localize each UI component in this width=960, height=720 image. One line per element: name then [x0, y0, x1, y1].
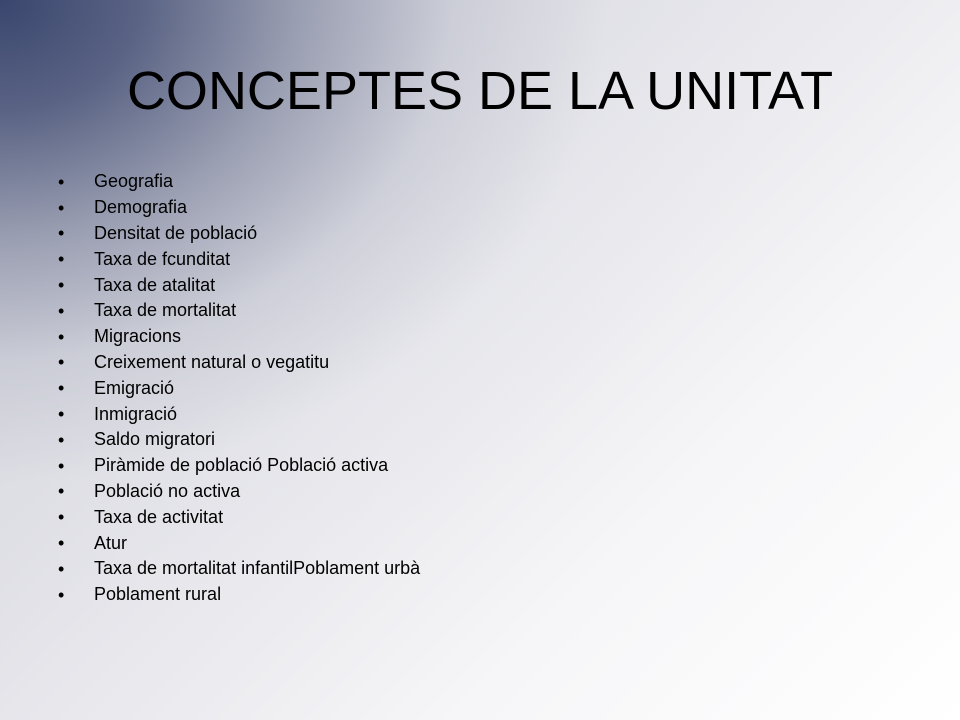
list-item: [58, 582, 420, 608]
list-item-label: Migracions: [94, 326, 182, 347]
bullet-icon: •: [58, 326, 65, 347]
list-item-label: Inmigració: [94, 403, 178, 424]
bullet-icon: •: [58, 584, 65, 605]
list-item-label: Piràmide de població Població activa: [94, 455, 389, 476]
list-item-label: Taxa de mortalitat infantilPoblament urbà: [94, 558, 421, 579]
bullet-icon: •: [58, 171, 65, 192]
bullet-icon: •: [58, 249, 65, 270]
bullet-icon: •: [58, 481, 65, 502]
list-item: [58, 504, 420, 530]
list-item-label: Taxa de mortalitat: [94, 300, 237, 321]
bullet-icon: •: [58, 275, 65, 296]
list-item-label: Taxa de atalitat: [94, 274, 216, 295]
list-item: [58, 479, 420, 505]
list-item: [58, 530, 420, 556]
bullet-icon: •: [58, 507, 65, 528]
list-item: [58, 169, 420, 195]
bullet-icon: •: [58, 558, 65, 579]
bullet-icon: •: [58, 533, 65, 554]
bullet-icon: •: [58, 378, 65, 399]
list-item: [58, 324, 420, 350]
list-item-label: Creixement natural o vegatitu: [94, 351, 330, 372]
bullet-icon: •: [58, 455, 65, 476]
bullet-icon: •: [58, 404, 65, 425]
list-item: [58, 427, 420, 453]
concept-list: [58, 169, 420, 608]
list-item-label: Taxa de activitat: [94, 506, 224, 527]
list-item: [58, 453, 420, 479]
list-item: [58, 401, 420, 427]
list-item: [58, 298, 420, 324]
list-item-label: Atur: [94, 532, 128, 553]
list-item: [58, 350, 420, 376]
list-item-label: Poblament rural: [94, 584, 222, 605]
slide-title: CONCEPTES DE LA UNITAT: [126, 61, 834, 121]
list-item-label: Densitat de població: [94, 222, 258, 243]
list-item: [58, 375, 420, 401]
list-item: [58, 195, 420, 221]
bullet-icon: •: [58, 223, 65, 244]
list-item: [58, 246, 420, 272]
list-item-label: Geografia: [94, 171, 174, 192]
list-item-label: Població no activa: [94, 480, 241, 501]
bullet-icon: •: [58, 300, 65, 321]
bullet-icon: •: [58, 352, 65, 373]
bullet-icon: •: [58, 197, 65, 218]
list-item: [58, 272, 420, 298]
list-item-label: Emigració: [94, 377, 175, 398]
list-item: [58, 221, 420, 247]
bullet-icon: •: [58, 429, 65, 450]
list-item-label: Saldo migratori: [94, 429, 216, 450]
list-item-label: Taxa de fcunditat: [94, 248, 231, 269]
list-item: [58, 556, 420, 582]
list-item-label: Demografia: [94, 197, 188, 218]
